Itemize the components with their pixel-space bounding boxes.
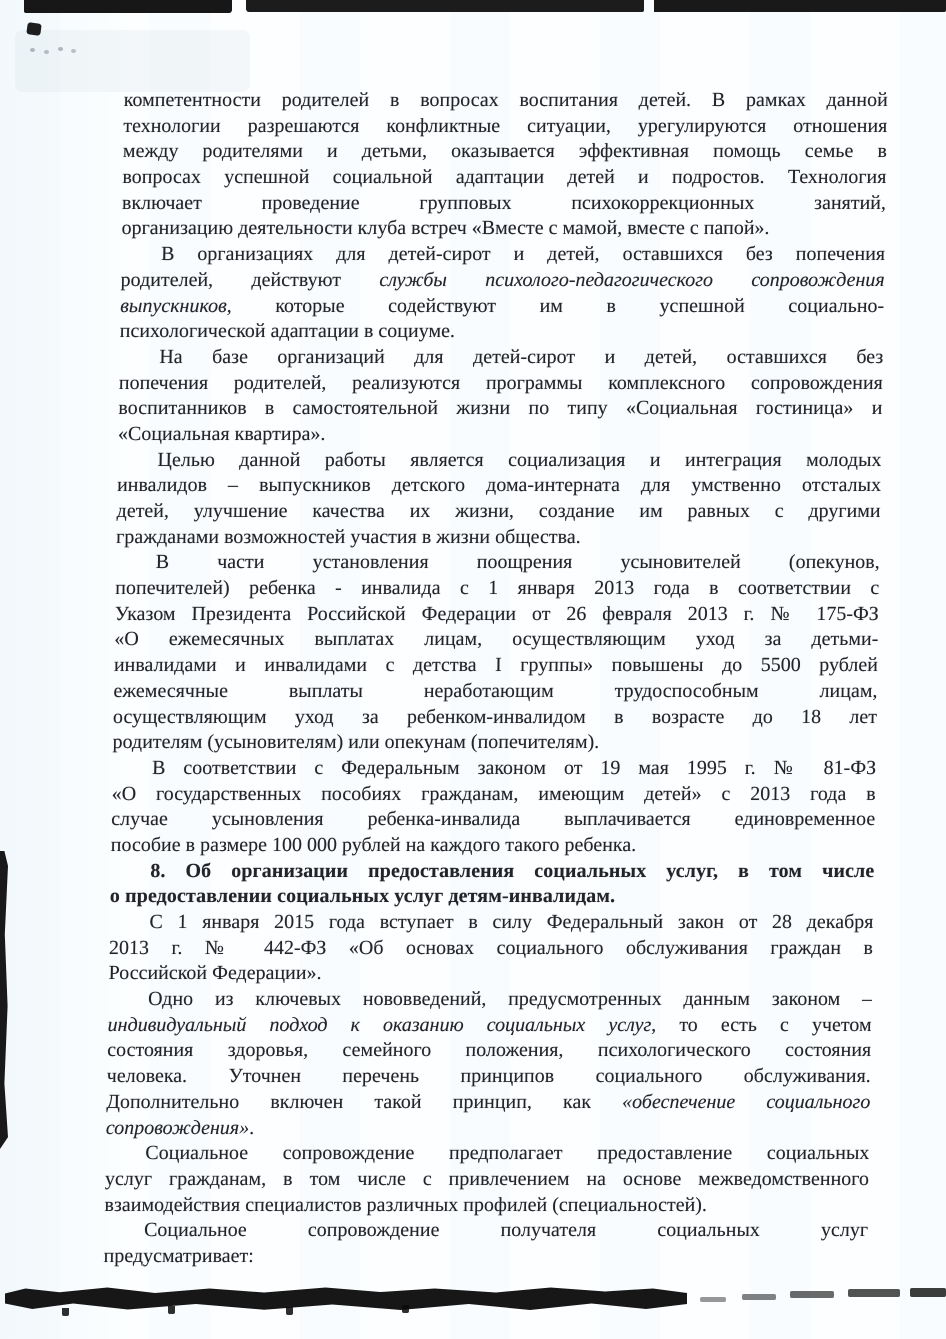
text-segment: детей, улучшение качества их жизни, создание им равных с другими: [116, 500, 881, 522]
text-segment: На базе организаций для детей-сирот и детей, оставшихся без: [159, 345, 884, 368]
paragraph: [106, 987, 873, 1141]
text-segment: инвалидов – выпускников детского дома-интерната для умственно отсталых: [116, 474, 882, 497]
text-line: [118, 396, 882, 422]
scan-artifact-speck: [742, 1294, 776, 1300]
text-line: [123, 139, 887, 165]
text-segment: сопровождения»: [105, 1116, 250, 1139]
text-segment: родителям (усыновителям) или опекунам (попечителям).: [112, 731, 600, 754]
text-line: [116, 525, 880, 551]
text-line: [113, 705, 877, 731]
paragraph: [118, 345, 884, 448]
text-segment: Дополнительно включен такой принцип, как: [106, 1090, 623, 1113]
text-segment: Социальное сопровождение получателя социальных услуг: [143, 1219, 869, 1242]
text-segment: психологической адаптации в социуме.: [119, 320, 456, 343]
section-heading: [110, 859, 875, 910]
text-segment: Одно из ключевых нововведений, предусмотренных данным законом –: [147, 988, 873, 1011]
text-segment: «Социальная квартира».: [117, 422, 326, 445]
text-line: [115, 602, 879, 628]
text-line: [104, 1218, 868, 1244]
text-line: [120, 294, 884, 320]
text-line: [123, 114, 887, 140]
text-segment: Социальное сопровождение предполагает предоставление социальных: [145, 1142, 870, 1165]
text-line: [111, 782, 875, 808]
text-line: [106, 1116, 870, 1142]
text-segment: 8. Об организации предоставления социальных услуг, в том числе: [150, 859, 875, 882]
text-segment: гражданами возможностей участия в жизни общества.: [115, 525, 581, 548]
scan-artifact-speck: [910, 1288, 946, 1297]
text-segment: индивидуальный подход к оказанию социальных услуг: [107, 1013, 652, 1036]
text-line: [107, 1013, 871, 1039]
text-line: [107, 1064, 871, 1090]
text-line: [104, 1193, 868, 1219]
text-line: [119, 371, 883, 397]
text-segment: состояния здоровья, семейного положения, психологического состояния: [107, 1039, 872, 1062]
text-line: [120, 319, 884, 345]
text-line: [106, 1090, 870, 1116]
text-line: [117, 473, 881, 499]
scan-artifact-smudge: [15, 30, 250, 92]
text-segment: В организациях для детей-сирот и детей, оставшихся без попечения: [160, 243, 886, 266]
text-segment: родителей, действуют: [120, 268, 380, 291]
text-segment: инвалидами и инвалидами с детства I группы» повышены до 5500 рублей: [113, 654, 879, 677]
scan-artifact-top-bar-middle: [246, 0, 644, 12]
text-line: [120, 268, 884, 294]
text-line: [122, 191, 886, 217]
text-segment: случае усыновления ребенка-инвалида выплачивается единовременное: [111, 808, 876, 831]
text-line: [117, 448, 881, 474]
paragraph: [103, 1218, 868, 1269]
text-line: [112, 730, 876, 756]
paragraph: [116, 448, 882, 551]
scan-artifact-tick: [402, 1305, 409, 1313]
text-segment: попечения родителей, реализуются программы комплексного сопровождения: [118, 371, 884, 394]
text-segment: .: [249, 1116, 255, 1139]
paragraph: [120, 242, 886, 345]
text-segment: человека. Уточнен перечень принципов социального обслуживания.: [106, 1065, 871, 1088]
text-segment: услуг гражданам, в том числе с привлечением на основе межведомственного: [104, 1167, 870, 1190]
text-segment: о предоставлении социальных услуг детям-инвалидам.: [109, 885, 616, 908]
text-line: [114, 653, 878, 679]
text-line: [108, 987, 872, 1013]
text-segment: между родителями и детьми, оказывается эффективная помощь семье в: [122, 140, 888, 163]
scan-artifact-tick: [286, 1307, 293, 1315]
text-line: [109, 936, 873, 962]
text-segment: В части установления поощрения усыновителей (опекунов,: [155, 551, 880, 574]
text-segment: которые содействуют им в успешной социально-: [231, 294, 885, 317]
text-line: [111, 833, 875, 859]
text-segment: попечителей) ребенка - инвалида с 1 января 2013 года в соответствии с: [115, 577, 880, 600]
scan-artifact-corner-dot: [26, 22, 42, 36]
text-segment: службы психолого-педагогического сопровождения: [379, 268, 885, 291]
scan-artifact-top-bar-right: [654, 0, 946, 12]
text-line: [110, 859, 874, 885]
text-line: [115, 550, 879, 576]
text-line: [119, 345, 883, 371]
text-line: [124, 88, 888, 114]
text-segment: взаимодействия специалистов различных профилей (специальностей).: [104, 1193, 708, 1216]
paragraph: [104, 1141, 869, 1218]
scan-artifact-speck: [790, 1291, 834, 1298]
text-segment: предусматривает:: [103, 1244, 254, 1267]
text-segment: Целью данной работы является социализация и интеграция молодых: [157, 448, 882, 471]
text-segment: включает проведение групповых психокоррекционных занятий,: [121, 191, 887, 214]
text-line: [111, 807, 875, 833]
text-line: [118, 422, 882, 448]
text-line: [121, 216, 885, 242]
text-segment: вопросах успешной социальной адаптации детей и подростов. Технология: [122, 166, 887, 189]
text-segment: воспитанников в самостоятельной жизни по типу «Социальная гостиница» и: [118, 397, 883, 420]
scan-artifact-speck: [848, 1289, 900, 1297]
text-line: [105, 1141, 869, 1167]
text-line: [116, 499, 880, 525]
text-line: [109, 910, 873, 936]
text-segment: технологии разрешаются конфликтные ситуации, урегулируются отношения: [123, 114, 888, 137]
text-segment: Указом Президента Российской Федерации от 26 февраля 2013 г. № 175-ФЗ: [114, 602, 880, 625]
text-segment: , то есть с учетом: [651, 1013, 872, 1036]
scan-artifact-top-bar-left: [24, 0, 232, 13]
text-line: [103, 1244, 867, 1270]
text-segment: В соответствии с Федеральным законом от 19 мая 1995 г. № 81-ФЗ: [151, 756, 877, 779]
text-segment: выпускников,: [120, 294, 232, 317]
text-line: [115, 576, 879, 602]
text-line: [113, 679, 877, 705]
text-segment: Российской Федерации».: [108, 962, 322, 985]
paragraph: [108, 910, 873, 987]
text-segment: С 1 января 2015 года вступает в силу Федеральный закон от 28 декабря: [149, 911, 874, 933]
scan-artifact-left-edge-bar: [0, 851, 8, 1149]
text-segment: «обеспечение социального: [621, 1090, 871, 1113]
text-line: [112, 756, 876, 782]
paragraph: [112, 550, 880, 756]
text-segment: 2013 г. № 442-ФЗ «Об основах социального обслуживания граждан в: [108, 936, 874, 959]
text-segment: организацию деятельности клуба встреч «Вместе с мамой, вместе с папой».: [121, 217, 770, 240]
document-text: [103, 88, 888, 1270]
text-line: [107, 1038, 871, 1064]
text-line: [114, 627, 878, 653]
scan-artifact-speck: [700, 1297, 726, 1302]
scan-artifact-tick: [168, 1306, 175, 1314]
scan-artifact-dot-row: [30, 48, 35, 52]
paragraph: [111, 756, 877, 859]
text-segment: осуществляющим уход за ребенком-инвалидом в возрасте до 18 лет: [112, 705, 878, 728]
text-segment: ежемесячные выплаты неработающим трудоспособным лицам,: [113, 679, 878, 702]
text-line: [108, 961, 872, 987]
text-line: [122, 165, 886, 191]
text-line: [121, 242, 885, 268]
scan-artifact-tick: [62, 1308, 69, 1316]
text-segment: «О государственных пособиях гражданам, имеющим детей» с 2013 года в: [111, 782, 876, 805]
text-segment: «О ежемесячных выплатах лицам, осуществляющим уход за детьми-: [114, 628, 879, 651]
text-segment: пособие в размере 100 000 рублей на каждого такого ребенка.: [110, 833, 637, 856]
text-segment: компетентности родителей в вопросах воспитания детей. В рамках данной: [123, 89, 888, 111]
paragraph: [121, 88, 888, 242]
scan-artifact-bottom-bar: [5, 1286, 687, 1311]
text-line: [110, 884, 874, 910]
text-line: [105, 1167, 869, 1193]
